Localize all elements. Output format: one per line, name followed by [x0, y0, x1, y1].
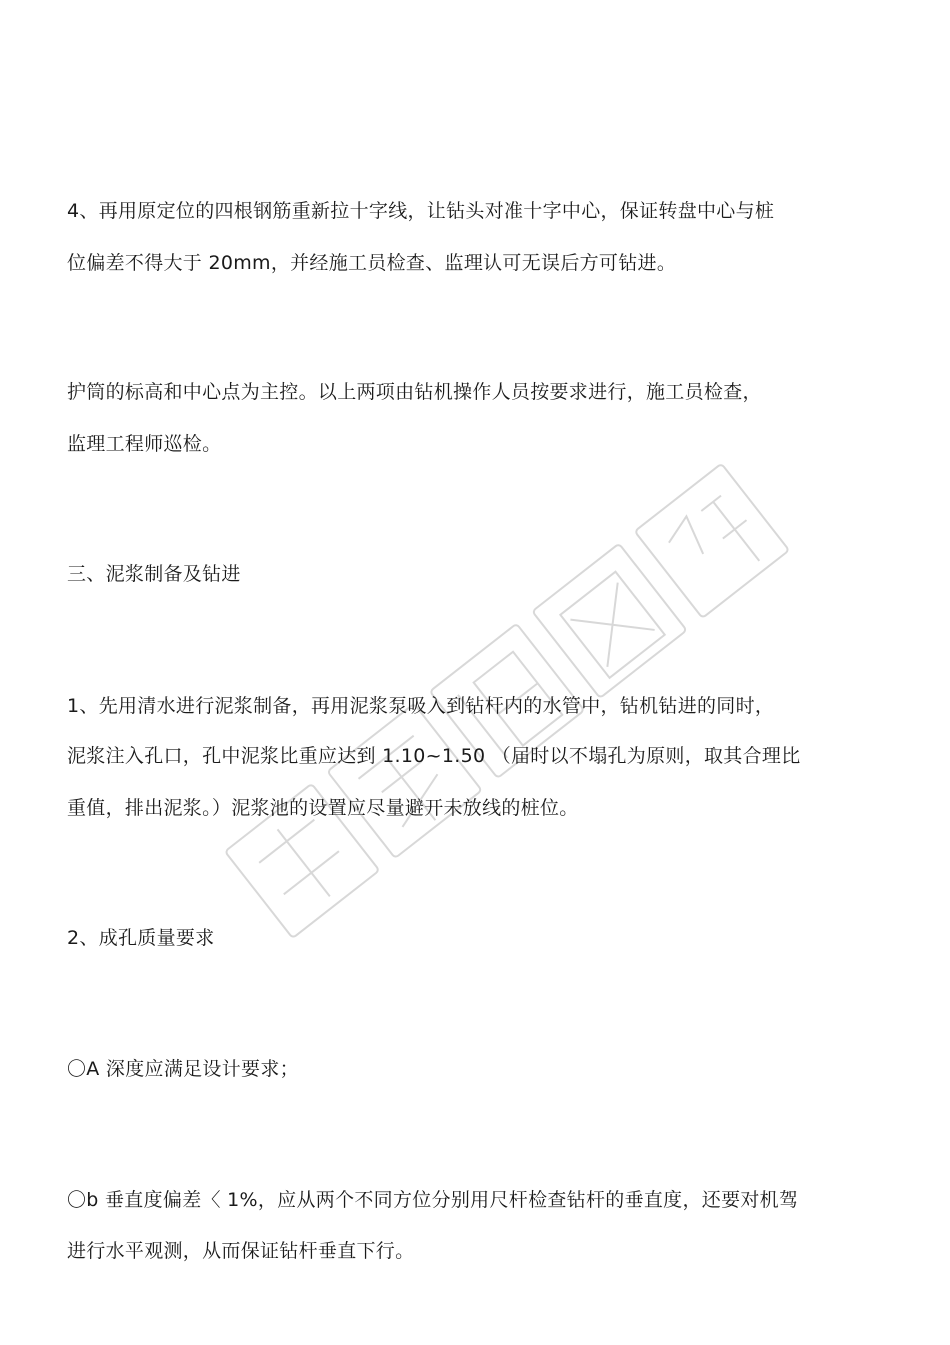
step-2-heading: 2、成孔质量要求: [67, 927, 215, 949]
control-paragraph-line-2: 监理工程师巡检。: [67, 433, 222, 455]
section-3-heading: 三、泥浆制备及钻进: [67, 563, 241, 585]
requirement-item-b-line-2: 进行水平观测，从而保证钻杆垂直下行。: [67, 1240, 415, 1262]
step-1-line-2: 泥浆注入孔口，孔中泥浆比重应达到 1.10~1.50 （届时以不塌孔为原则，取其合理比: [67, 745, 801, 767]
paragraph-4-line-1: 4、再用原定位的四根钢筋重新拉十字线，让钻头对准十字中心，保证转盘中心与桩: [67, 200, 775, 222]
requirement-item-a: 〇A 深度应满足设计要求；: [67, 1058, 299, 1080]
step-1-line-3: 重值，排出泥浆。）泥浆池的设置应尽量避开未放线的桩位。: [67, 797, 579, 819]
control-paragraph-line-1: 护筒的标高和中心点为主控。以上两项由钻机操作人员按要求进行，施工员检查，: [67, 381, 762, 403]
step-1-line-1: 1、先用清水进行泥浆制备，再用泥浆泵吸入到钻杆内的水管中，钻机钻进的同时，: [67, 695, 775, 717]
requirement-item-b-line-1: 〇b 垂直度偏差〈 1%，应从两个不同方位分别用尺杆检查钻杆的垂直度，还要对机驾: [67, 1189, 799, 1211]
paragraph-4-line-2: 位偏差不得大于 20mm，并经施工员检查、监理认可无误后方可钻进。: [67, 252, 677, 274]
